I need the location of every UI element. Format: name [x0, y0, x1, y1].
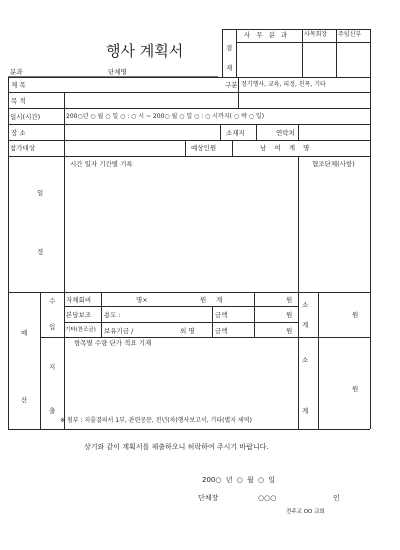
expected-value: 남 여 계 명 — [260, 144, 310, 152]
signature-seal: 인 — [333, 494, 340, 502]
income-calc-2: 금액 — [215, 311, 228, 319]
income-detail-3: 보유기금 / — [104, 327, 134, 335]
budget-label-top: 예 — [21, 329, 28, 337]
income-unit-1: 원 — [200, 296, 207, 304]
budget-label-bottom: 산 — [21, 396, 28, 404]
signature-name: ○○○ — [258, 494, 277, 502]
income-won-2: 원 — [286, 311, 293, 319]
purpose-label: 목 적 — [11, 97, 26, 105]
datetime-label: 일시(시간) — [10, 113, 41, 121]
expense-total-so: 소 — [302, 356, 309, 364]
category-value: 정기행사, 교육, 피정, 친목, 기타 — [241, 81, 326, 88]
income-detail-2: 용도 : — [104, 311, 121, 319]
group-label: 단체명 — [108, 68, 127, 76]
expense-total-gye: 계 — [302, 407, 309, 415]
income-label-su: 수 — [49, 297, 56, 305]
datetime-value: 200○년 ○ 월 ○ 일 ○ : ○ 시 ~ 200○ 월 ○ 일 ○ : ○ 시까지( ○ 박 ○ 일) — [66, 113, 265, 120]
income-unit-3: 외 명 — [180, 327, 195, 335]
contact-label: 연락처 — [276, 129, 295, 137]
approval-header-office: 사 무 분 과 — [244, 31, 290, 39]
place-label: 장 소 — [11, 129, 26, 137]
income-calc-3: 금액 — [215, 327, 228, 335]
expense-total-won: 원 — [352, 385, 359, 393]
address-label: 소재지 — [226, 129, 245, 137]
attachment-note: ※ 첨부 : 지출결의서 1부, 관련공문, 전년(차)행사보고서, 기타(별지 세역) — [60, 417, 252, 424]
approval-label-bottom: 재 — [226, 64, 233, 72]
income-calc-1: 계 — [216, 296, 223, 304]
income-item-2: 본당보조 — [66, 311, 92, 319]
expected-label: 예상인원 — [191, 144, 217, 152]
signature-label: 단체장 — [198, 494, 219, 502]
income-label-ip: 입 — [49, 323, 56, 331]
closing-sentence: 상기와 같이 계획서를 제출하오니 허락하여 주시기 바랍니다. — [84, 443, 269, 451]
schedule-header: 시간 일자 기간별 기록 — [70, 160, 133, 168]
income-total-gye: 계 — [302, 321, 309, 329]
schedule-label-bottom: 정 — [37, 248, 44, 256]
income-won-1: 원 — [286, 296, 293, 304]
category-label: 구분 — [225, 81, 238, 89]
income-item-3: 기타(찬조금) — [65, 327, 96, 333]
dept-label: 분과 — [10, 68, 23, 76]
date-line: 200○ 년 ○ 월 ○ 일 — [202, 476, 276, 484]
approval-label-top: 결 — [226, 44, 233, 52]
subject-label: 제 목 — [11, 81, 26, 89]
income-won-3: 원 — [286, 327, 293, 335]
coop-header: 협조단체(사항) — [312, 160, 355, 168]
income-total-won: 원 — [352, 311, 359, 319]
income-item-1: 자체회비 — [66, 296, 92, 304]
approval-header-priest: 주임신부 — [338, 31, 362, 38]
org-name: 전주교 OO 교회 — [286, 509, 325, 515]
schedule-label-top: 일 — [37, 189, 44, 197]
income-total-so: 소 — [302, 301, 309, 309]
approval-header-president: 사목회장 — [304, 31, 328, 38]
page-title: 행사 계획서 — [106, 42, 184, 60]
participants-label: 참가대상 — [10, 144, 36, 152]
expense-label-ji: 지 — [49, 363, 56, 371]
expense-header: 항목별 수량 단가 적요 기재 — [74, 339, 152, 347]
expense-label-chul: 출 — [49, 407, 56, 415]
income-detail-1: 명× — [136, 296, 148, 304]
